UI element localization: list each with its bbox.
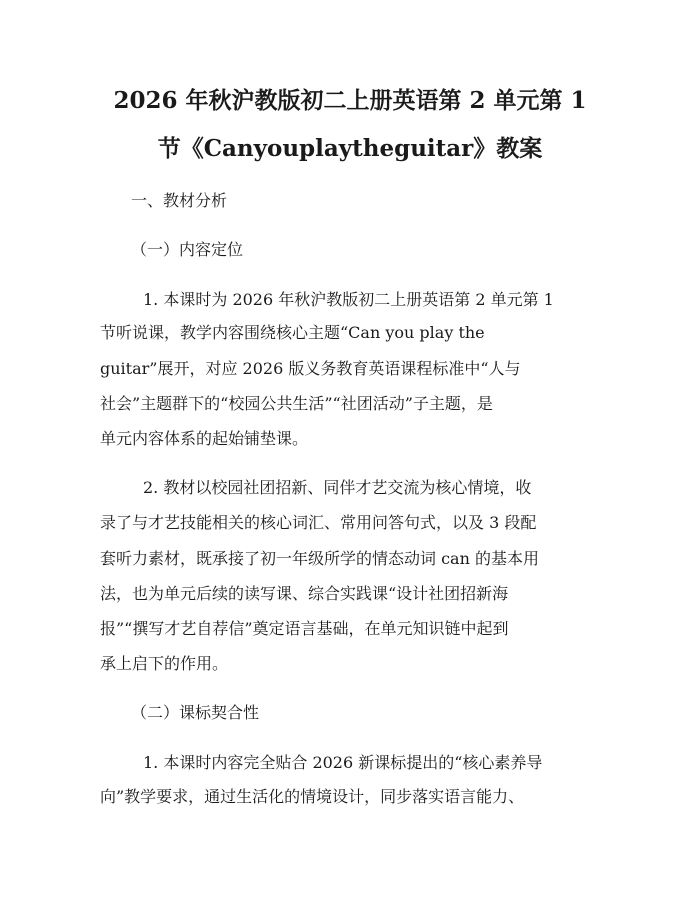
paragraph-line: 1. 本课时为 2026 年秋沪教版初二上册英语第 2 单元第 1 <box>143 290 554 309</box>
paragraph-line: 节听说课，教学内容围绕核心主题“Can you play the <box>100 323 485 342</box>
paragraph-line: 单元内容体系的起始铺垫课。 <box>100 429 309 448</box>
section-heading-textbook-analysis: 一、教材分析 <box>131 191 228 210</box>
paragraph-line: 法，也为单元后续的读写课、综合实践课“设计社团招新海 <box>100 584 509 603</box>
paragraph-line: 社会”主题群下的“校园公共生活”“社团活动”子主题，是 <box>100 394 493 413</box>
document-title-line-2: 节《Canyouplaytheguitar》教案 <box>157 135 543 162</box>
document-title-line-1: 2026 年秋沪教版初二上册英语第 2 单元第 1 <box>113 87 587 114</box>
paragraph-line: 2. 教材以校园社团招新、同伴才艺交流为核心情境，收 <box>143 478 532 497</box>
paragraph-line: 承上启下的作用。 <box>100 654 229 673</box>
paragraph-line: 1. 本课时内容完全贴合 2026 新课标提出的“核心素养导 <box>143 753 543 772</box>
subsection-heading-curriculum-alignment: （二）课标契合性 <box>131 703 260 722</box>
subsection-heading-content-positioning: （一）内容定位 <box>131 240 244 259</box>
paragraph-line: 向”教学要求，通过生活化的情境设计，同步落实语言能力、 <box>100 787 525 806</box>
paragraph-line: 套听力素材，既承接了初一年级所学的情态动词 can 的基本用 <box>100 549 539 568</box>
paragraph-line: guitar”展开，对应 2026 版义务教育英语课程标准中“人与 <box>100 359 521 378</box>
paragraph-line: 报”“撰写才艺自荐信”奠定语言基础，在单元知识链中起到 <box>100 619 509 638</box>
paragraph-line: 录了与才艺技能相关的核心词汇、常用问答句式，以及 3 段配 <box>100 513 537 532</box>
